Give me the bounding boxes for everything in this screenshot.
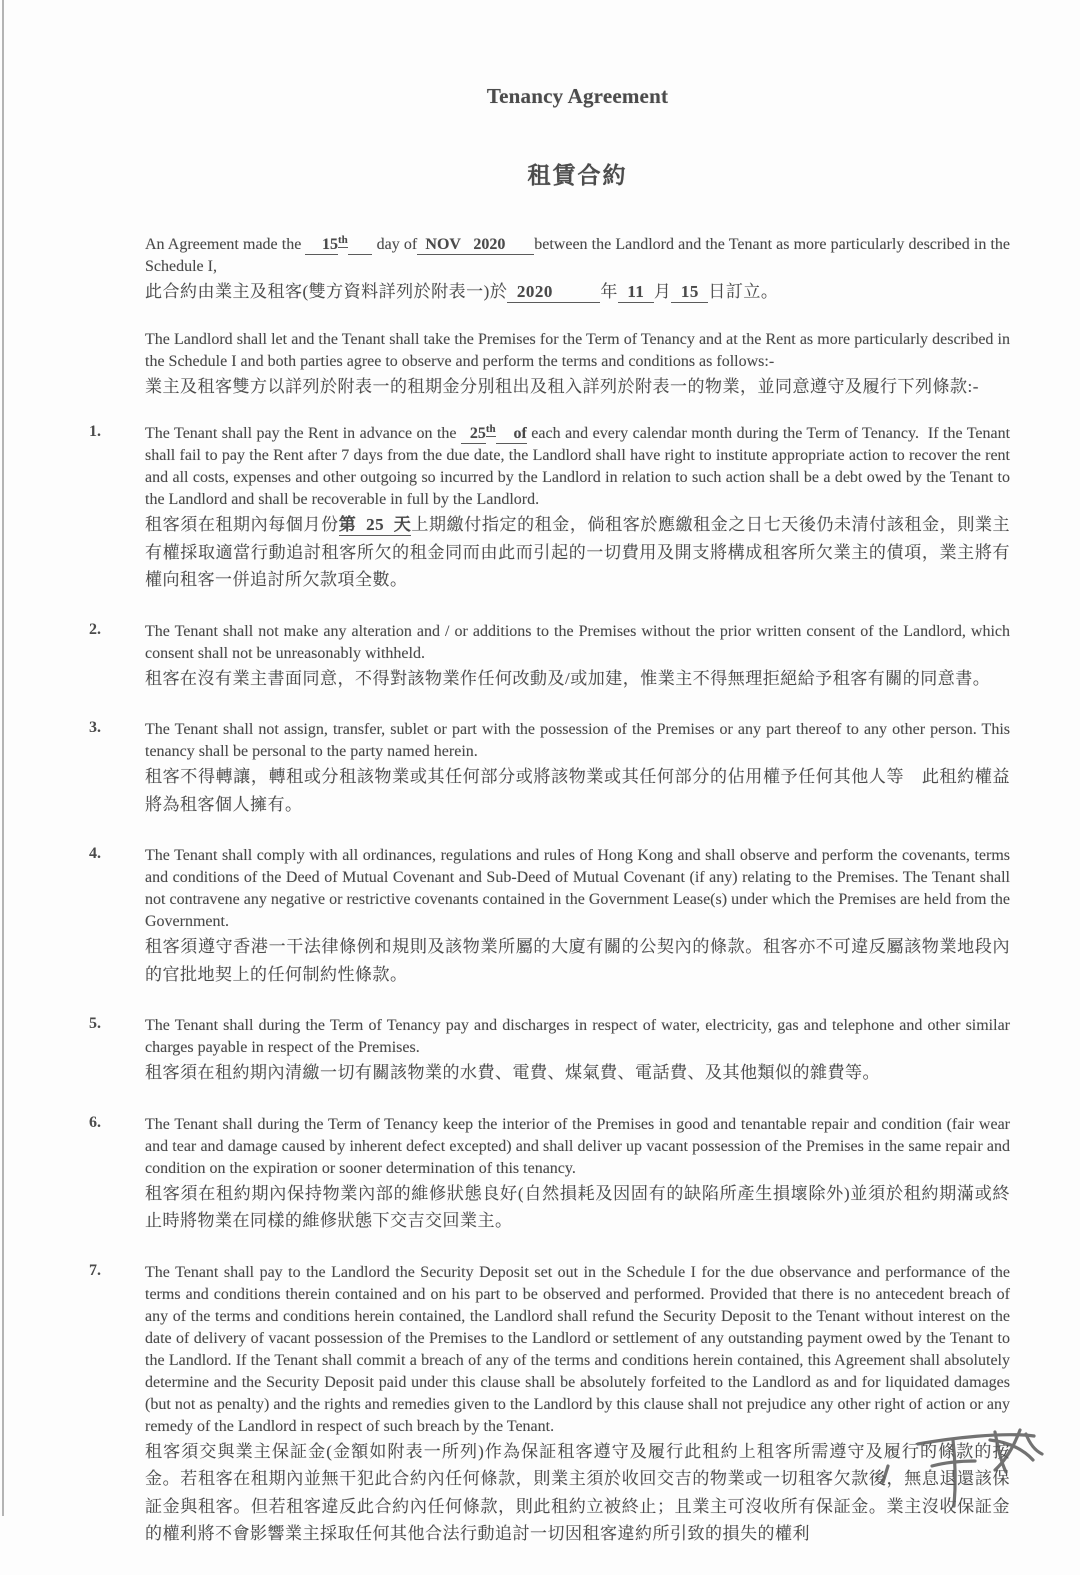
text-segment: 租客不得轉讓，轉租或分租該物業或其任何部分或將該物業或其任何部分的佔用權予任何其他人等 此租約權益將為租客個人擁有。 xyxy=(145,767,1010,814)
filled-blank: NOV 2020 xyxy=(417,236,535,253)
filled-blank: 2020 xyxy=(507,282,601,301)
text-segment: The Tenant shall during the Term of Tenancy pay and discharges in respect of water, electricity, gas and telephone and other similar charges payable in respect of the Premises. xyxy=(145,1017,1010,1056)
paragraph-en xyxy=(145,845,1010,933)
clause-item xyxy=(89,620,1010,693)
paragraph-zh xyxy=(145,763,1010,818)
filled-blank: 25 xyxy=(460,425,486,442)
filled-blank: 15 xyxy=(305,236,338,253)
paragraph-zh xyxy=(145,278,1010,306)
clause-number: 5. xyxy=(89,1015,101,1032)
text-segment: 租客須交與業主保証金(金額如附表一所列)作為保証租客遵守及履行此租約上租客所需遵守及履行的條款的按金。若租客在租期內並無干犯此合約內任何條款，則業主須於收回交吉的物業或一切租客欠款後，無息退還該保証金與租客。但若租客違反此合約內任何條款，則此租約立被終止；且業主可沒收所有保証金。業主沒收保証金的權利將不會影響業主採取任何其他合法行動追討一切因租客違約所引致的損失的權利 xyxy=(145,1441,1010,1543)
text-segment: The Landlord shall let and the Tenant shall take the Premises for the Term of Tenancy and at the Rent as more particularly described in the Schedule I and both parties agree to observe and perform the terms and conditions as follows:- xyxy=(145,330,1010,370)
text-segment: 業主及租客雙方以詳列於附表一的租期金分別租出及租入詳列於附表一的物業，並同意遵守及履行下列條款:- xyxy=(145,376,979,396)
paragraph-en xyxy=(145,329,1010,373)
filled-blank: of xyxy=(513,425,527,442)
filled-blank: 天 xyxy=(393,515,412,534)
clause-item xyxy=(89,845,1010,988)
clause-number: 6. xyxy=(89,1113,101,1131)
intro-block xyxy=(145,234,1010,306)
text-segment: 租客須遵守香港一干法律條例和規則及該物業所屬的大廈有關的公契內的條款。租客亦不可違反屬該物業地段內的官批地契上的任何制約性條款。 xyxy=(145,937,1010,984)
text-segment: 月 xyxy=(653,282,672,301)
paragraph-en xyxy=(145,234,1010,278)
text-segment: 日訂立。 xyxy=(708,282,779,301)
clause-number: 1. xyxy=(89,423,101,440)
agreement-body xyxy=(89,233,1011,1548)
paragraph-zh xyxy=(145,511,1010,594)
paragraph-zh xyxy=(145,665,1010,693)
filled-blank: 15 xyxy=(671,282,709,301)
text-segment: 此合約由業主及租客(雙方資料詳列於附表一)於 xyxy=(145,282,508,301)
text-segment: 上期繳付指定的租金，倘租客於應繳租金之日七天後仍未清付該租金，則業主有權採取適當行動追討租客所欠的租金同而由此而引起的一切費用及開支將構成租客所欠業主的債項，業主將有權向租客一併追討所欠款項全數。 xyxy=(145,515,1011,589)
filled-blank xyxy=(496,425,514,444)
text-segment: each and every calendar month during the Term of Tenancy. If the Tenant shall fail to pay the Rent after 7 days from the due date, the Landlord shall have right to institute appropriate action to recover the rent and all costs, expenses and other outgoing so incurred by the Landlord in relation to such action shall be a debt owed by the Tenant to the Landlord and shall be recoverable in full by the Landlord. xyxy=(145,425,1011,508)
text-segment: day of xyxy=(372,236,418,253)
paragraph-en xyxy=(145,621,1010,665)
text-segment: 租客須在租約期內保持物業內部的維修狀態良好(自然損耗及因固有的缺陷所產生損壞除外)並須於租約期滿或終止時將物業在同樣的維修狀態下交吉交回業主。 xyxy=(145,1183,1010,1230)
paragraph-en xyxy=(145,1114,1010,1180)
paragraph-zh xyxy=(145,1180,1010,1235)
filled-blank: th xyxy=(337,233,348,246)
text-segment: between the Landlord and the Tenant as more particularly described in the Schedule I, xyxy=(145,236,1011,275)
filled-blank: 11 xyxy=(617,282,654,301)
clause-item xyxy=(89,719,1010,818)
text-segment: 租客在沒有業主書面同意，不得對該物業作任何改動及/或加建，惟業主不得無理拒絕給予租客有關的同意書。 xyxy=(145,668,991,688)
clause-number: 4. xyxy=(89,845,101,862)
text-segment: The Tenant shall not make any alteration and / or additions to the Premises without the prior written consent of the Landlord, which consent shall not be unreasonably withheld. xyxy=(145,622,1010,662)
paragraph-en xyxy=(145,423,1010,511)
text-segment: 租客須在租期內每個月份 xyxy=(145,515,339,534)
clause-item xyxy=(89,1113,1010,1235)
paragraph-en xyxy=(145,1015,1010,1059)
document-title-zh: 租賃合約 xyxy=(527,163,628,188)
text-segment: The Tenant shall during the Term of Tenancy keep the interior of the Premises in good and tenantable repair and condition (fair wear and tear and damage caused by inherent defect excepted) and shall deliver up vacant possession of the Premises in the same repair and condition on the expiration or sooner determination of this tenancy. xyxy=(145,1115,1010,1177)
filled-blank: th xyxy=(485,422,496,435)
text-segment: The Tenant shall comply with all ordinances, regulations and rules of Hong Kong and shall observe and perform the covenants, terms and conditions of the Deed of Mutual Covenant and Sub-Deed of Mutual Covenant (if any) relating to the Premises. The Tenant shall not contravene any negative or restrictive covenants contained in the Government Lease(s) under which the Premises are held from the Government. xyxy=(145,847,1010,930)
paragraph-zh xyxy=(145,373,1010,401)
text-segment: The Tenant shall not assign, transfer, sublet or part with the possession of the Premises or any part thereof to any other person. This tenancy shall be personal to the party named herein. xyxy=(145,721,1010,760)
clause-item xyxy=(89,1015,1010,1087)
text-segment: 租客須在租約期內清繳一切有關該物業的水費、電費、煤氣費、電話費、及其他類似的雜費等。 xyxy=(145,1063,880,1082)
paragraph-zh xyxy=(145,933,1010,988)
filled-blank xyxy=(348,236,373,255)
text-segment: The Tenant shall pay to the Landlord the Security Deposit set out in the Schedule I for the due observance and performance of the terms and conditions therein contained and on his part to be observed and performed. Provided that there is no antecedent breach of any of the terms and conditions herein contained, the Landlord shall refund the Security Deposit to the Tenant without interest on the date of delivery of vacant possession of the Premises to the Landlord or settlement of any outstanding payment owed by the Tenant to the Landlord. If the Tenant shall commit a breach of any of the terms and conditions herein contained, this Agreement shall absolutely determine and the Security Deposit paid under this clause shall be absolutely forfeited to the Landlord as and for liquidated damages (but not as penalty) and the rights and remedies given to the Landlord by this clause shall not prejudice any other right of action or any remedy of the Landlord in respect of such breach by the Tenant. xyxy=(145,1263,1010,1435)
text-segment: The Tenant shall pay the Rent in advance on the xyxy=(145,425,461,442)
filled-blank: 第 xyxy=(338,515,357,534)
handwritten-initial-mark xyxy=(822,1410,1052,1510)
clause-number: 7. xyxy=(89,1261,101,1279)
intro-block xyxy=(145,329,1010,401)
filled-blank: 25 xyxy=(356,515,394,534)
text-segment: An Agreement made the xyxy=(145,236,306,253)
paragraph-zh xyxy=(145,1059,1010,1087)
clause-number: 2. xyxy=(89,620,101,638)
document-header xyxy=(145,84,1010,190)
clause-number: 3. xyxy=(89,719,101,736)
document-title-en: Tenancy Agreement xyxy=(486,84,669,108)
text-segment: 年 xyxy=(600,282,618,301)
paragraph-en xyxy=(145,719,1010,763)
clause-item xyxy=(89,422,1011,594)
